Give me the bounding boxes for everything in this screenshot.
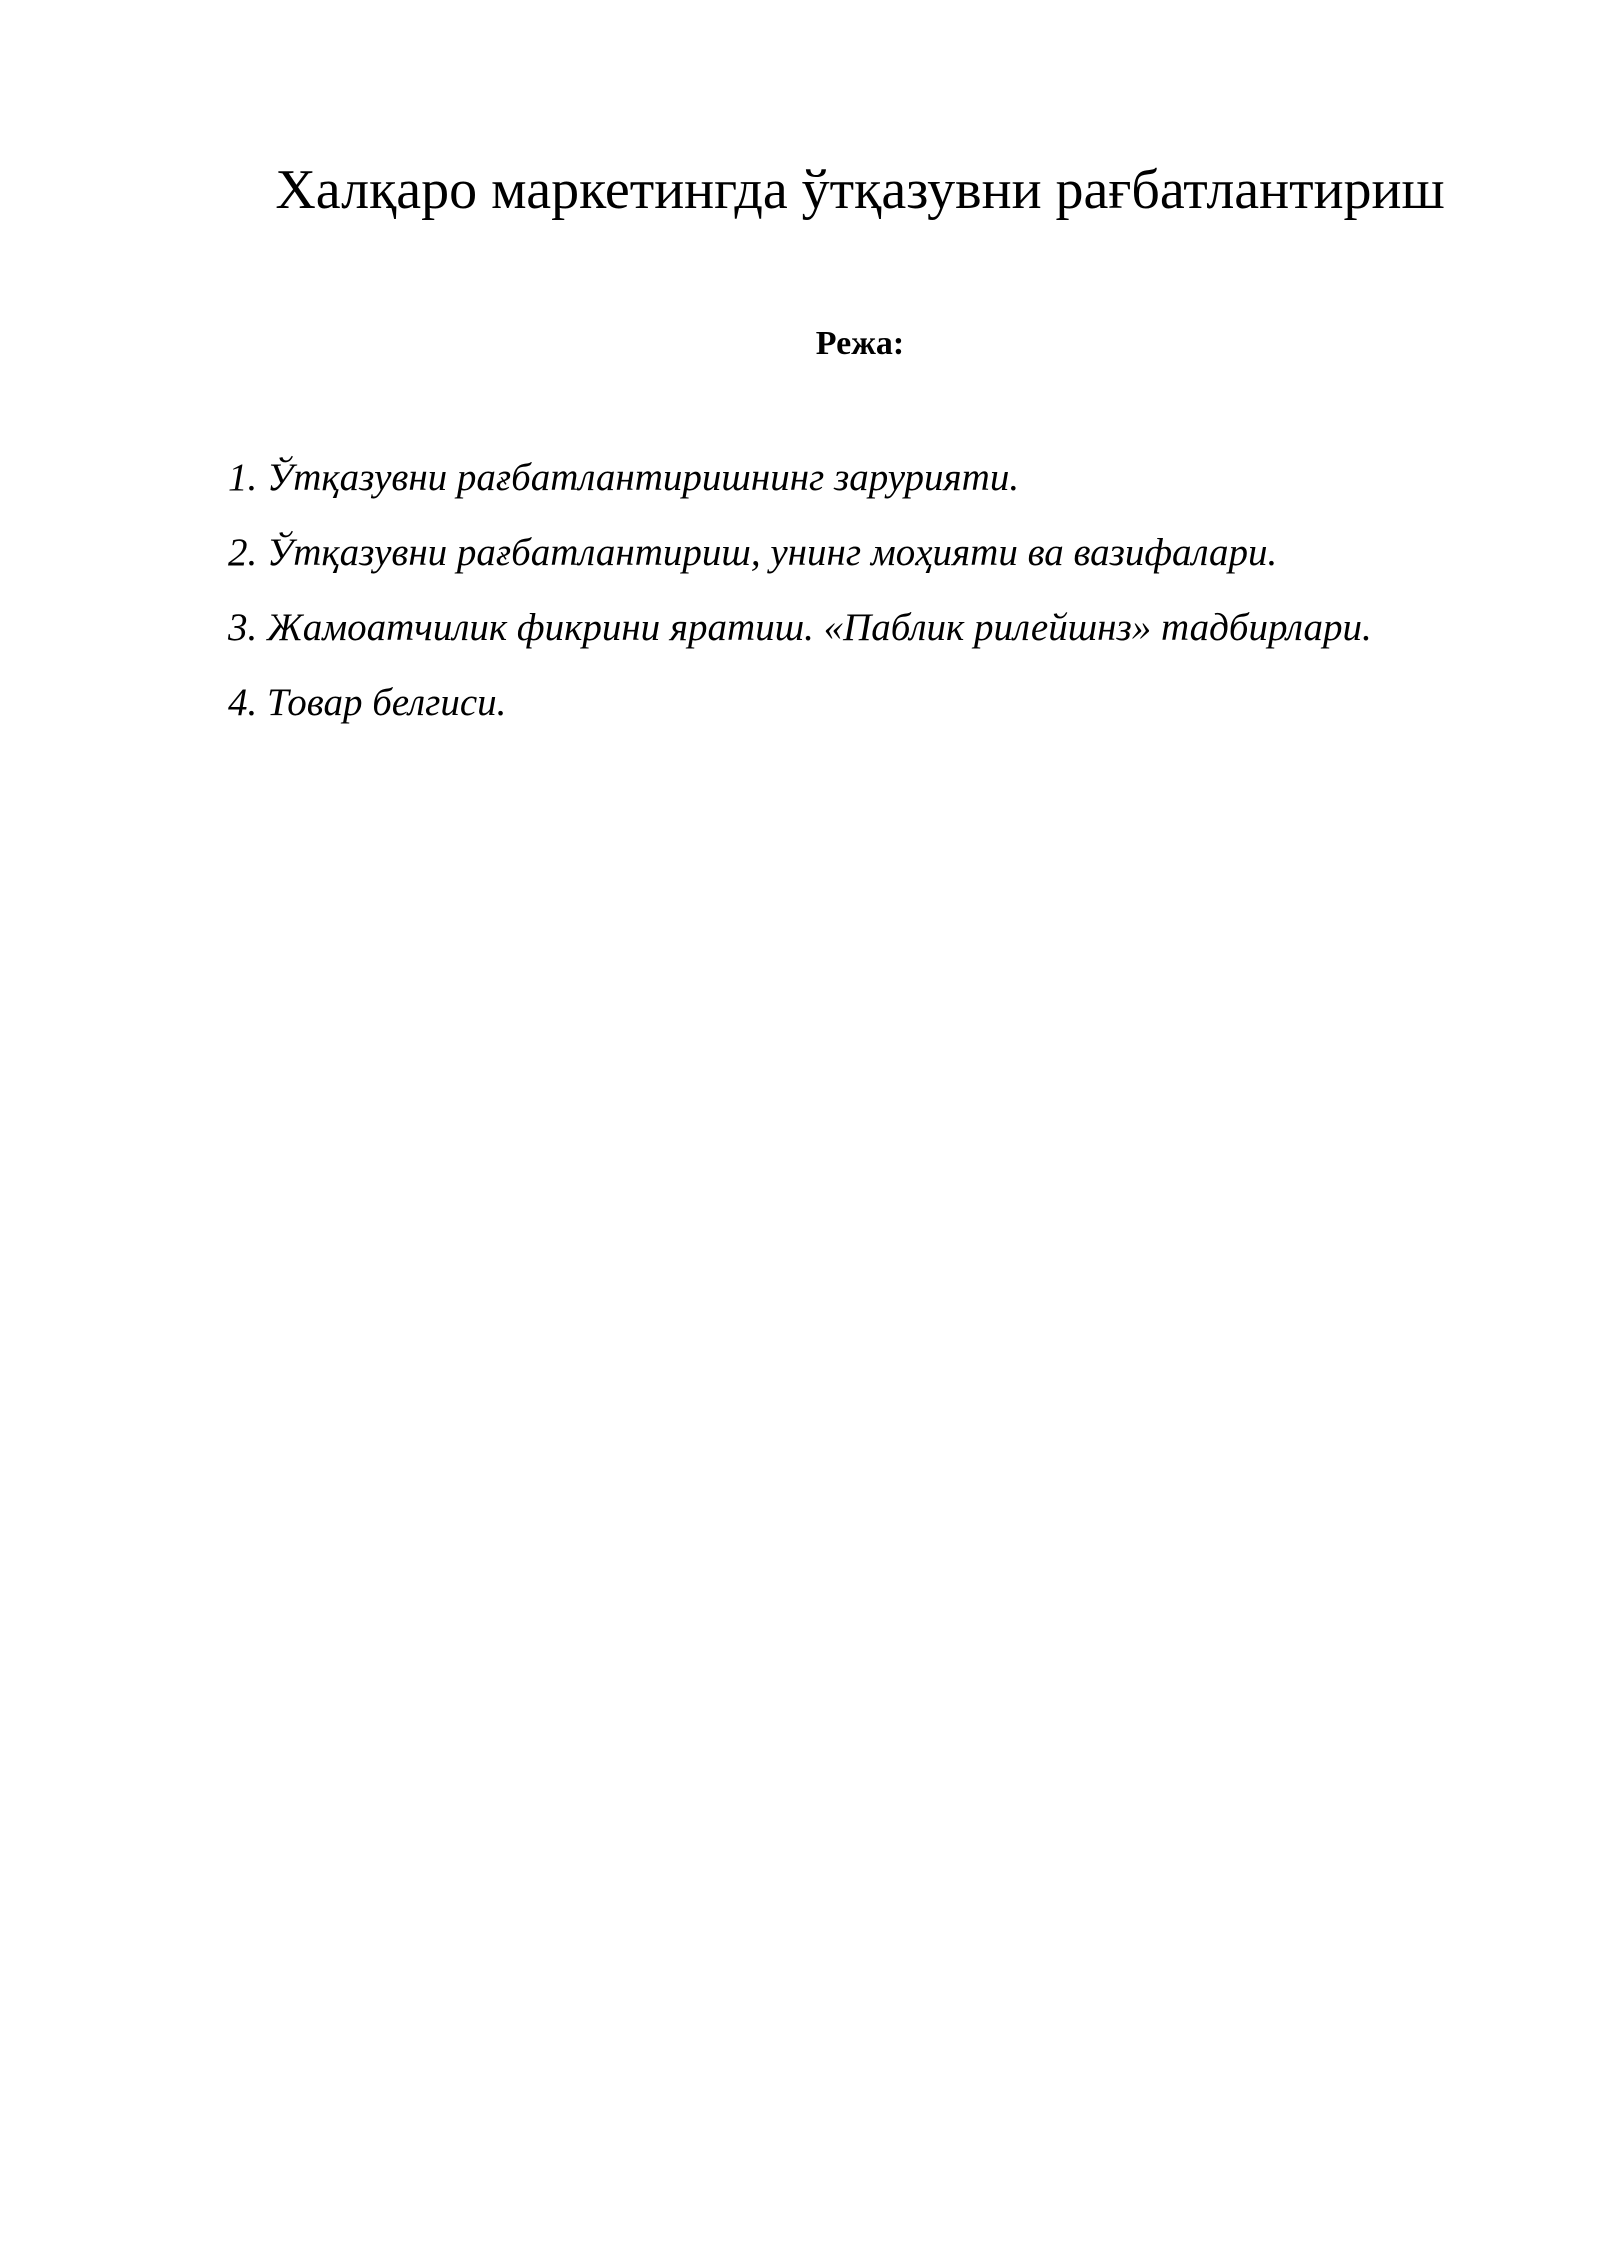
plan-item: 3. Жамоатчилик фикрини яратиш. «Паблик рилейшнз» тадбирлари. [228,606,1372,649]
plan-item: 4. Товар белгиси. [228,681,507,724]
plan-list [228,440,1408,740]
plan-item: 1. Ўтқазувни рағбатлантиришнинг зарурияти. [228,456,1020,499]
document-title: Халқаро маркетингда ўтқазувни рағбатлантириш [275,159,1445,221]
plan-item: 2. Ўтқазувни рағбатлантириш, унинг моҳияти ва вазифалари. [228,531,1278,574]
plan-heading: Режа: [815,325,905,362]
